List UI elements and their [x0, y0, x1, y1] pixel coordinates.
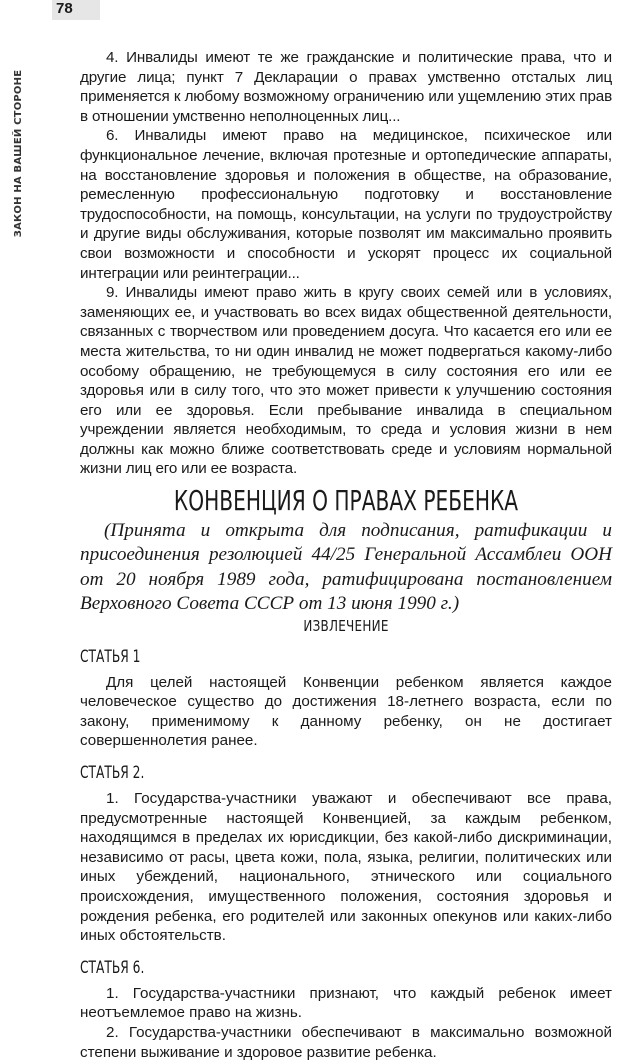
intro-paragraph: 4. Инвалиды имеют те же гражданские и политические права, что и другие лица; пункт 7 Декларации о правах умственно отсталых лиц применяется к любому возможному ограничению или ущемлению этих прав в отношении умственно неполноценных лиц... [80, 49, 612, 125]
article-6 [80, 952, 612, 1062]
article-paragraph: 1. Государства-участники уважают и обеспечивают все права, предусмотренные настоящей Конвенцией, за каждым ребенком, находящимся в пределах их юрисдикции, без какой-либо дискриминации, независимо от расы, цвета кожи, пола, языка, религии, политических или иных убеждений, национального, этнического или социального происхождения, имущественного положения, состояния здоровья и рождения ребенка, его родителей или законных опекунов или каких-либо иных обстоятельств. [80, 790, 612, 945]
intro-paragraph: 9. Инвалиды имеют право жить в кругу своих семей или в условиях, заменяющих ее, и участвовать во всех видах общественной деятельности, связанных с творчеством или проведением досуга. Что касается его или ее места жительства, то ни один инвалид не может подвергаться какому-либо особому обращению, не требующемуся в силу состояния его или ее здоровья или в силу того, что это может привести к улучшению состояния его или ее здоровья. Если пребывание инвалида в специальном учреждении является необходимым, то среда и условия жизни в нем должны как можно ближе соответствовать среде и условиям нормальной жизни лиц его или ее возраста. [80, 284, 612, 478]
article-2 [80, 757, 612, 946]
article-paragraph: 1. Государства-участники признают, что каждый ребенок имеет неотъемлемое право на жизнь. [80, 984, 612, 1022]
article-heading: СТАТЬЯ 2. [80, 763, 145, 784]
running-header [4, 48, 34, 258]
adoption-note: (Принята и открыта для подписания, ратификации и присоединения резолюцией 44/25 Генеральной Ассамблеи ООН от 20 ноября 1989 года, ратифицирована постановлением Верховного Совета СССР от 13 июня 1990 г.) [80, 520, 612, 615]
page-number: 78 [52, 0, 100, 20]
page-body [80, 48, 612, 1062]
convention-title: КОНВЕНЦИЯ О ПРАВАХ РЕБЕНКА [173, 484, 519, 518]
article-paragraph: 2. Государства-участники обеспечивают в максимально возможной степени выживание и здоровое развитие ребенка. [80, 1024, 612, 1061]
running-header-text: ЗАКОН НА ВАШЕЙ СТОРОНЕ [13, 69, 25, 237]
extract-label: ИЗВЛЕЧЕНИЕ [303, 616, 389, 635]
article-heading: СТАТЬЯ 1 [80, 646, 141, 667]
article-paragraph: Для целей настоящей Конвенции ребенком является каждое человеческое существо до достижения 18-летнего возраста, если по закону, применимому к данному ребенку, он не достигает совершеннолетия ранее. [80, 673, 612, 750]
article-heading: СТАТЬЯ 6. [80, 957, 145, 978]
intro-paragraph: 6. Инвалиды имеют право на медицинское, психическое или функциональное лечение, включая протезные и ортопедические аппараты, на восстановление здоровья и положения в обществе, на образование, ремесленную профессиональную подготовку и восстановление трудоспособности, на помощь, консультации, на услуги по трудоустройству и другие виды обслуживания, которые позволят им максимально проявить свои возможности и способности и ускорят процесс их социальной интеграции или реинтеграции... [80, 127, 612, 282]
article-1 [80, 641, 612, 751]
